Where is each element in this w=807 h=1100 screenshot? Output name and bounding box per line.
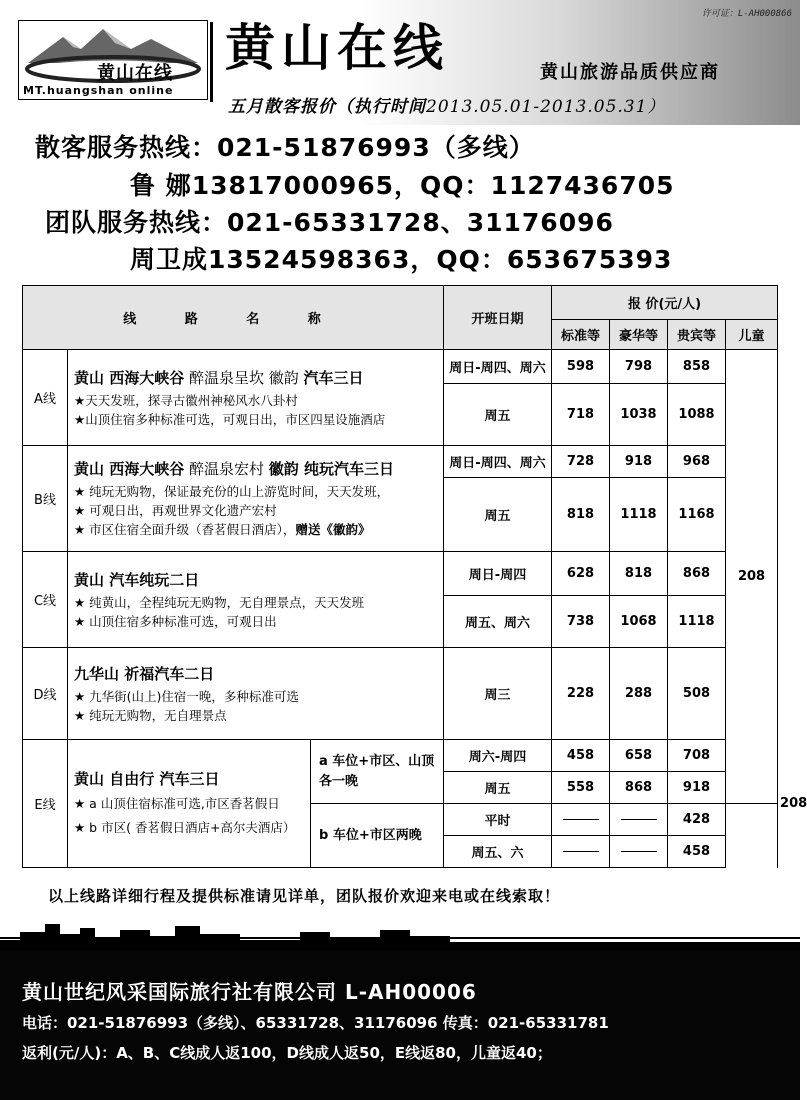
route-description (68, 446, 444, 552)
route-feature-text: ★ 市区住宿全面升级（香茗假日酒店）， (74, 522, 296, 537)
route-feature: ★ 纯黄山，全程纯玩无购物，无自理景点，天天发班 (74, 594, 365, 610)
price-standard: 718 (552, 384, 610, 446)
route-line-label: E线 (23, 740, 68, 868)
route-line-label: A线 (23, 350, 68, 446)
price-vip: 1168 (668, 478, 726, 552)
route-feature (74, 520, 437, 539)
price-standard: 598 (552, 350, 610, 384)
group-contact: 周卫成13524598363，QQ：653675393 (130, 245, 673, 274)
skyline-decoration-icon (0, 910, 800, 950)
route-feature: ★ 山顶住宿多种标准可选，可观日出 (74, 613, 277, 629)
retail-contact: 鲁 娜13817000965，QQ：1127436705 (130, 171, 675, 200)
footnote: 以上线路详细行程及提供标准请见详单，团队报价欢迎来电或在线索取！ (48, 887, 561, 905)
header-child: 儿童 (726, 320, 778, 350)
logo-text: 黄山在线 (97, 63, 173, 84)
price-title-text: 五月散客报价（执行时间 (228, 97, 426, 117)
price-vip: 918 (668, 772, 726, 804)
route-line-label: D线 (23, 648, 68, 740)
route-gift: 赠送《徽韵》 (295, 522, 371, 537)
header-departure-date: 开班日期 (444, 286, 552, 350)
header-vip: 贵宾等 (668, 320, 726, 350)
brand-title: 黄山在线 (225, 19, 449, 77)
departure-date: 周五 (444, 478, 552, 552)
price-luxury: 1068 (610, 596, 668, 648)
table-row: E线 黄山 自由行 汽车三日 ★ a 山顶住宿标准可选,市区香茗假日 ★ b 市区( 香茗假日酒店+高尔夫酒店） a 车位+市区、山顶各一晚 周六-周四 458 658 708 208 (23, 740, 778, 772)
departure-date: 周三 (444, 648, 552, 740)
route-description (68, 350, 444, 446)
route-description (68, 648, 444, 740)
price-standard: 818 (552, 478, 610, 552)
table-row (23, 552, 778, 596)
header (0, 0, 800, 125)
route-feature: ★天天发班，探寻古徽州神秘风水八卦村 (74, 392, 298, 408)
price-period-dates: 2013.05.01-2013.05.31） (426, 97, 666, 117)
price-luxury: 1038 (610, 384, 668, 446)
route-line-label: B线 (23, 446, 68, 552)
rebate-info: 返利(元/人)：A、B、C线成人返100，D线成人返50，E线返80，儿童返40； (22, 1044, 552, 1062)
price-standard: 738 (552, 596, 610, 648)
option-a: a 车位+市区、山顶各一晚 (311, 740, 444, 804)
route-feature: ★ 可观日出，再观世界文化遗产宏村 (74, 503, 277, 518)
dash-mark (621, 819, 657, 821)
dash-mark (563, 819, 599, 821)
price-standard: 628 (552, 552, 610, 596)
price-luxury: 658 (610, 740, 668, 772)
route-title: 黄山 自由行 汽车三日 (74, 769, 220, 788)
price-period-title (228, 92, 665, 117)
route-title-end: 汽车三日 (303, 368, 364, 387)
group-hotline: 团队服务热线：021-65331728、31176096 (45, 208, 614, 237)
retail-hotline: 散客服务热线：021-51876993（多线） (35, 133, 535, 162)
price-vip: 458 (668, 836, 726, 868)
price-luxury: 1118 (610, 478, 668, 552)
price-vip: 1118 (668, 596, 726, 648)
route-title (74, 367, 437, 388)
departure-date: 周六-周四 (444, 740, 552, 772)
route-feature: ★山顶住宿多种标准可选，可观日出，市区四星设施酒店 (74, 411, 386, 427)
header-divider (210, 22, 213, 102)
price-luxury: 798 (610, 350, 668, 384)
price-vip: 508 (668, 648, 726, 740)
price-standard-na (552, 804, 610, 836)
header-price: 报 价(元/人) (552, 286, 778, 320)
departure-date: 周五、六 (444, 836, 552, 868)
header-standard: 标准等 (552, 320, 610, 350)
price-standard: 228 (552, 648, 610, 740)
price-luxury: 818 (610, 552, 668, 596)
departure-date: 周日-周四 (444, 552, 552, 596)
permit-number: 许可证：L-AH000866 (701, 9, 792, 19)
price-luxury-na (610, 836, 668, 868)
route-line-label: C线 (23, 552, 68, 648)
child-price: 208 (726, 350, 778, 804)
route-feature: ★ 纯玩无购物，保证最充份的山上游览时间，天天发班， (74, 484, 390, 499)
departure-date: 周日-周四、周六 (444, 350, 552, 384)
contact-info: 电话：021-51876993（多线）、65331728、31176096 传真：021-65331781 (22, 1014, 609, 1032)
departure-date: 平时 (444, 804, 552, 836)
price-vip: 968 (668, 446, 726, 478)
route-title-main: 黄山 西海大峡谷 (74, 460, 185, 478)
price-luxury: 868 (610, 772, 668, 804)
price-standard: 728 (552, 446, 610, 478)
route-title-end: 徽韵 纯玩汽车三日 (268, 460, 395, 478)
route-feature: ★ b 市区( 香茗假日酒店+高尔夫酒店） (74, 819, 296, 835)
company-name: 黄山世纪风采国际旅行社有限公司 L-AH00006 (22, 980, 477, 1004)
route-title: 九华山 祈福汽车二日 (74, 664, 215, 683)
route-title-sub: 醉温泉呈坎 徽韵 (184, 368, 304, 387)
price-vip: 868 (668, 552, 726, 596)
option-b: b 车位+市区两晚 (311, 804, 444, 868)
departure-date: 周五 (444, 384, 552, 446)
logo-english-text: MT.huangshan online (23, 84, 174, 97)
departure-date: 周五、周六 (444, 596, 552, 648)
price-luxury: 288 (610, 648, 668, 740)
price-vip: 708 (668, 740, 726, 772)
route-title-sub: 醉温泉宏村 (184, 460, 269, 478)
departure-date: 周日-周四、周六 (444, 446, 552, 478)
route-feature: ★ a 山顶住宿标准可选,市区香茗假日 (74, 795, 280, 811)
routes-price-table (22, 285, 807, 868)
price-standard: 558 (552, 772, 610, 804)
table-row (23, 446, 778, 478)
price-vip: 858 (668, 350, 726, 384)
footer (0, 950, 800, 1100)
table-row (23, 648, 778, 740)
price-luxury-na (610, 804, 668, 836)
route-description (68, 552, 444, 648)
route-title: 黄山 汽车纯玩二日 (74, 570, 200, 589)
route-feature: ★ 九华街(山上)住宿一晚，多种标准可选 (74, 688, 299, 704)
header-luxury: 豪华等 (610, 320, 668, 350)
brand-slogan: 黄山旅游品质供应商 (540, 62, 720, 83)
route-title-main: 黄山 西海大峡谷 (74, 368, 185, 387)
header-route-name: 线 路 名 称 (23, 286, 444, 350)
departure-date: 周五 (444, 772, 552, 804)
route-description (68, 740, 311, 868)
price-standard: 458 (552, 740, 610, 772)
table-row (23, 350, 778, 384)
price-luxury: 918 (610, 446, 668, 478)
dash-mark (563, 851, 599, 853)
price-standard-na (552, 836, 610, 868)
price-vip: 1088 (668, 384, 726, 446)
route-feature: ★ 纯玩无购物，无自理景点 (74, 707, 227, 723)
dash-mark (621, 851, 657, 853)
route-title (74, 458, 437, 479)
logo (18, 20, 208, 100)
price-vip: 428 (668, 804, 726, 836)
